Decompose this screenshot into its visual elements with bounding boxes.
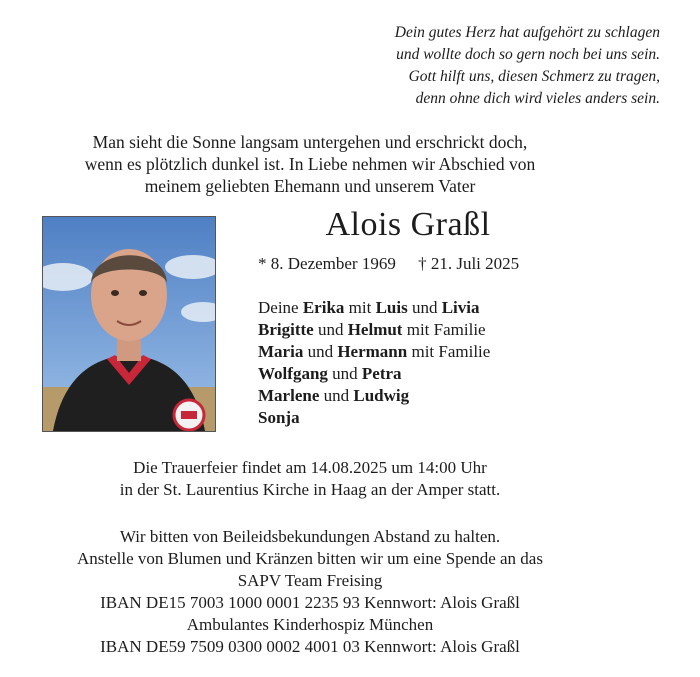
poem bbox=[395, 22, 660, 110]
eye-right bbox=[139, 290, 147, 296]
donation-line: IBAN DE59 7509 0300 0002 4001 03 Kennwort: Alois Graßl bbox=[100, 637, 520, 656]
mourner-line bbox=[258, 341, 490, 363]
funeral-info bbox=[0, 457, 620, 501]
mourner-text: und bbox=[407, 298, 442, 317]
eye-left bbox=[111, 290, 119, 296]
death-date: † 21. Juli 2025 bbox=[418, 254, 520, 273]
intro-text bbox=[0, 131, 620, 197]
poem-line: denn ohne dich wird vieles anders sein. bbox=[415, 90, 660, 107]
mourner-name: Brigitte bbox=[258, 320, 314, 339]
mourner-name: Sonja bbox=[258, 408, 300, 427]
club-badge-mark bbox=[181, 411, 197, 419]
mourner-line bbox=[258, 363, 490, 385]
funeral-line: in der St. Laurentius Kirche in Haag an der Amper statt. bbox=[119, 480, 501, 499]
mourner-name: Petra bbox=[361, 364, 402, 383]
portrait-photo bbox=[42, 216, 216, 432]
mourner-line bbox=[258, 297, 490, 319]
mourner-text: und bbox=[303, 342, 338, 361]
mourner-name: Helmut bbox=[347, 320, 403, 339]
mourner-text: mit bbox=[344, 298, 376, 317]
mourner-name: Maria bbox=[258, 342, 304, 361]
mourner-name: Ludwig bbox=[353, 386, 410, 405]
mourner-line bbox=[258, 385, 490, 407]
life-dates bbox=[258, 253, 519, 275]
mourner-line bbox=[258, 407, 490, 429]
intro-line: Man sieht die Sonne langsam untergehen und erschrickt doch, bbox=[92, 132, 528, 152]
mourner-name: Wolfgang bbox=[258, 364, 328, 383]
donation-line: SAPV Team Freising bbox=[237, 571, 383, 590]
donation-line: Ambulantes Kinderhospiz München bbox=[186, 615, 434, 634]
mourners-list bbox=[258, 297, 490, 429]
mourner-name: Erika bbox=[302, 298, 345, 317]
mourner-name: Luis bbox=[375, 298, 408, 317]
funeral-line: Die Trauerfeier findet am 14.08.2025 um 14:00 Uhr bbox=[133, 458, 487, 477]
donation-info bbox=[0, 526, 620, 658]
mourner-text: mit Familie bbox=[402, 320, 486, 339]
portrait-illustration bbox=[43, 217, 215, 431]
mourner-name: Marlene bbox=[258, 386, 320, 405]
intro-line: meinem geliebten Ehemann und unserem Vater bbox=[144, 176, 476, 196]
mourner-line bbox=[258, 319, 490, 341]
deceased-name: Alois Graßl bbox=[325, 206, 491, 243]
donation-line: Wir bitten von Beileidsbekundungen Abstand zu halten. bbox=[119, 527, 501, 546]
birth-date: * 8. Dezember 1969 bbox=[258, 254, 396, 273]
poem-line: Dein gutes Herz hat aufgehört zu schlagen bbox=[394, 24, 660, 41]
mourner-name: Hermann bbox=[337, 342, 408, 361]
poem-line: und wollte doch so gern noch bei uns sein. bbox=[396, 46, 660, 63]
mourner-text: Deine bbox=[258, 298, 303, 317]
mourner-text: mit Familie bbox=[407, 342, 491, 361]
intro-line: wenn es plötzlich dunkel ist. In Liebe nehmen wir Abschied von bbox=[84, 154, 536, 174]
poem-line: Gott hilft uns, diesen Schmerz zu tragen, bbox=[408, 68, 660, 85]
mourner-text: und bbox=[319, 386, 354, 405]
mourner-text: und bbox=[313, 320, 348, 339]
mourner-text: und bbox=[327, 364, 362, 383]
mourner-name: Livia bbox=[441, 298, 480, 317]
donation-line: IBAN DE15 7003 1000 0001 2235 93 Kennwort: Alois Graßl bbox=[100, 593, 520, 612]
donation-line: Anstelle von Blumen und Kränzen bitten wir um eine Spende an das bbox=[77, 549, 543, 568]
